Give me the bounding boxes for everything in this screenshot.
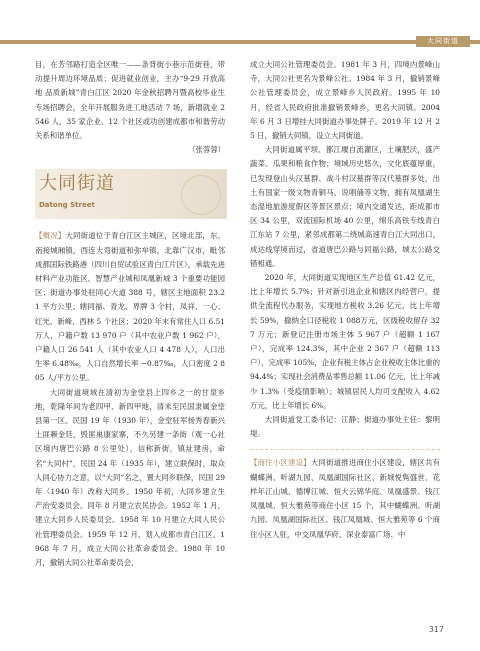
overview-paragraph (35, 229, 225, 385)
section-heading-banner (35, 169, 227, 219)
history-continuation: 成立大同公社管理委员会。1981 年 3 月，四境内景峰山寺，大同公社更名为景峰公社。1984 年 3 月，撤销景峰公社管理委员会，成立景峰乡人民政府。1995 年 10 月，经省人民政府批准撤销景峰乡，更名大同镇。2004 年 6 月 3 日增挂大同街道办事处牌子。2019 年 12 月 25 日，撤销大同镇，设立大同街道。 (250, 60, 440, 141)
economy-paragraph: 2020 年，大同街道实现地区生产总值 61.42 亿元，比上年增长 5.7%；针对新引进企业和辖区内经营户，提供全流程代办服务，实现地方税收 3.26 亿元，比上年增长 59%，撤纳全口径税收 1 088万元，区级税收留存 327 万元；新登记注册市场主体 5 967 户（超额 1 167 户），完成率 124.3%，其中企业 2 367 户（超额 113户），完成率 105%，企业有税主体占企业税收主体比重的 94.4%；实现社会消费品零售总额 11.06 亿元，比上年减少 1.3%（受疫情影响）；城镇居民人均可支配收入 4.62 万元，比上年增长 6%。 (250, 273, 440, 410)
header-bar (0, 40, 480, 44)
right-column (250, 58, 440, 542)
author-credit: （张蓉蓉） (188, 145, 225, 155)
business-paragraph (250, 456, 440, 541)
overview-tag: 【概况】 (35, 231, 66, 241)
section-title: 大同街道 (39, 173, 115, 195)
overview-text: 大同街道位于青白江区主城区，区境北部，东、南接城厢镇，西连大弯街道和弥牟镇，北靠广汉市，毗邻成都国际铁路港（四川自贸试验区青白江片区），承载先进材料产业功能区、智慧产业城和凤凰新城 3 个重要功能园区；街道办事处驻同心大道 388 号，辖区主地面积 23.21 平方公里；辖同福、青龙、界牌 3 个村，凤祥、一心、红光、新峰、西林 5 个社区；2020 年末有常住人口 6.51 万人，户籍户数 13 970 户（其中农业户数 1 962 户），户籍人口 26 541 人（其中农业人口 4 478 人），人口出生率 6.48‰，人口自然增长率 −0.87‰，人口密度 2 805 人/平方公里。 (35, 231, 225, 383)
history-paragraph: 大同街道境域在清初为金堂县上四乡之一的甘泉乡地，乾隆年间为老四甲、新四甲地，清末至民国隶属金堂县第一区。民国 19 年（1930 年），金堂驻军杨秀春新兴土匪赖金廷，毁匪巢康家寨，不久另建一条街（观一心社区境内唐巴公路 8 公里处），信称新街，镇址建房，命名“大同村”，民国 24 年（1935 年），建立联保时，取众人同心协力之意，以“大同”名之，置大同乡联保，民国 29 年（1940 年）改称大同乡。1950 年初，大同乡建立生产治安委员会。同年 8 月建立农民协会。1952 年 1 月，建立大同乡人民委员会。1958 年 10 月建立大同人民公社管理委员会。1959 年 12 月，划入成都市青白江区。1968 年 7 月，成立大同公社革命委员会。1980 年 10 月，撤销大同公社革命委员会， (35, 387, 225, 568)
section-divider (250, 449, 440, 450)
leaders-paragraph: 大同街道党工委书记：江静；街道办事处主任：黎明堤。 (250, 415, 440, 439)
page-number: 317 (428, 625, 444, 634)
business-tag: 【商住小区建设】 (250, 458, 311, 468)
business-text: 大同街道推进商住小区建设，辖区共有蝴蝶洲、听湖九园、凤凰湖国际社区、新城悦隽盛世、花样年江山城、德博江城、恒大云锦华庭、凤凰盛景、钱江凤凰城、恒大雅苑等商住小区 15 个，其中蝴蝶洲、听湖九园、凤凰湖国际社区、钱江凤凰城、恒大雅苑等 6 个商住小区人驻，中交凤凰华府、深业泰富广场、中 (250, 458, 440, 539)
section-subtitle: Datong Street (39, 201, 95, 210)
decorative-circle (181, 175, 221, 215)
paragraph-continuation: 目，在芳邻路打造全区唯一——条背街小巷示范街巷，带动提升周边环境品质；促进就业创业，主办“9·29 开放高地 品质新城”青白江区 2020 年金秋招聘月暨高校毕业生专场招聘会，全年开展服务进工地活动 7 场，新增就业 2 546 人，35 家企业、12 个社区或功创建成都市和谐劳动关系和谐单位。 (35, 60, 225, 141)
running-header-tag: 大同街道 (416, 36, 470, 47)
left-column (35, 58, 225, 570)
geography-paragraph: 大同街道属平坝、都江堰自流灌区，土壤肥沃，盛产蔬菜、瓜果和粮食作物；境域历史悠久，文化底蕴厚重，已发现登山头汉墓群、战斗村汉墓群等汉代墓群多处，出土有国家一级文物青铜马、说唱俑等文物，拥有凤凰湖生态湿地旅游度假区等景区景点；境内交通发达，距成都市区 34 公里，双流国际机场 40 公里，绵乐高铁专线青白江东站 7 公里，紧邻成都第二绕城高速青白江大同出口，成达线穿境而过，省道唐巴公路与同福公路，城太公路交错相通。 (250, 145, 440, 268)
